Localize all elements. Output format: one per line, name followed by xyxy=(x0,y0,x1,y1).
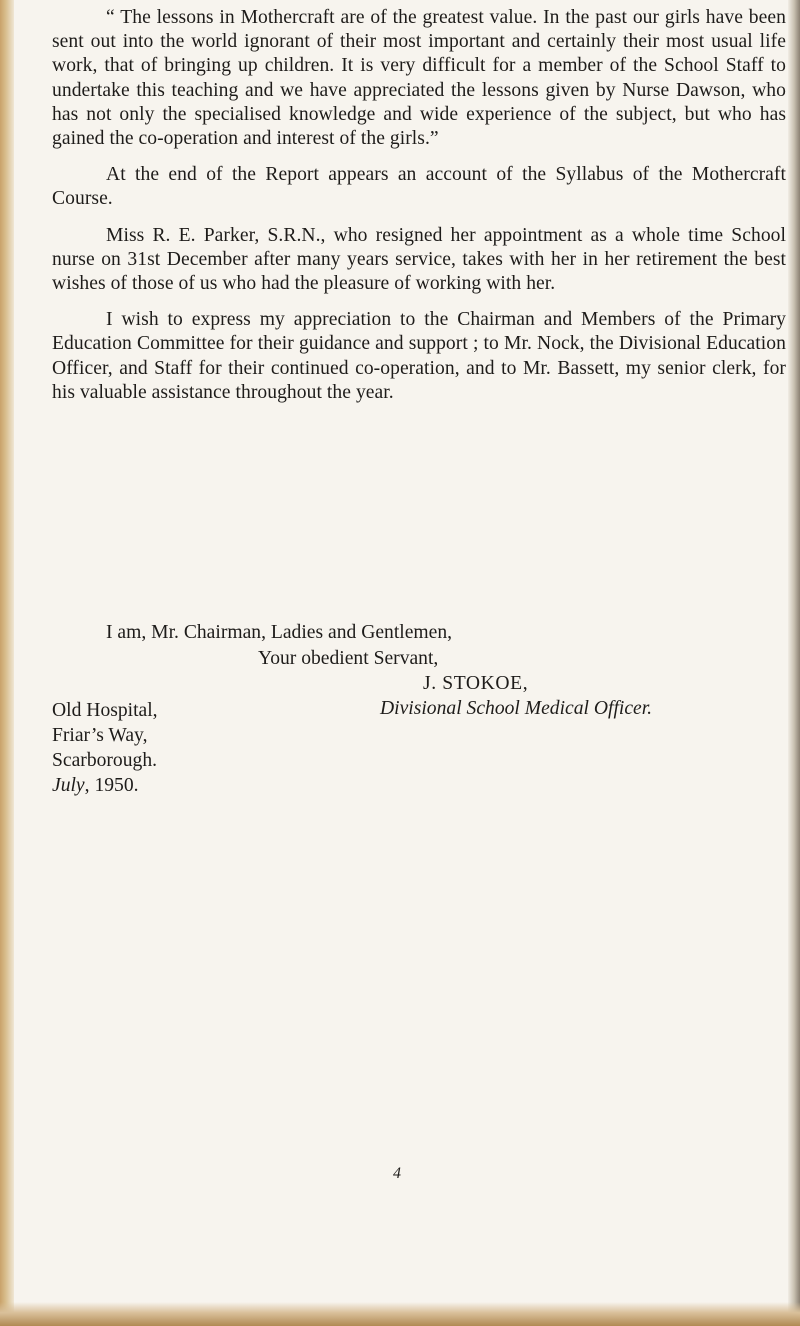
valediction: Your obedient Servant, xyxy=(258,648,439,669)
quote-paragraph: “ The lessons in Mothercraft are of the greatest value. In the past our girls have been sent out into the world ignorant of their most important and certainly their most usual life work, that of bringing up children. It is very difficult for a member of the School Staff to undertake this teaching and we have appreciated the lessons given by Nurse Dawson, who has not only the specialised knowledge and wide experience of the subject, but who has gained the co-operation and interest of the girls.” xyxy=(52,7,786,150)
signature-title: Divisional School Medical Officer. xyxy=(380,698,653,719)
page-number: 4 xyxy=(393,1165,401,1182)
address-line-2: Friar’s Way, xyxy=(52,725,148,746)
address-line-1: Old Hospital, xyxy=(52,700,158,721)
signature-name: J. STOKOE, xyxy=(423,673,529,694)
page-left-edge xyxy=(0,0,14,1326)
date-year: , 1950. xyxy=(84,775,139,796)
page-bottom-edge xyxy=(0,1302,800,1326)
address-line-3: Scarborough. xyxy=(52,750,158,771)
body-text xyxy=(52,6,786,417)
parker-paragraph: Miss R. E. Parker, S.R.N., who resigned her appointment as a whole time School nurse on 31st December after many years service, takes with her in her retirement the best wishes of those of us who had the pleasure of working with her. xyxy=(52,224,786,295)
page-right-edge xyxy=(788,0,800,1326)
address-block xyxy=(52,698,158,798)
syllabus-paragraph: At the end of the Report appears an account of the Syllabus of the Mothercraft Course. xyxy=(52,164,786,210)
closing-salutation: I am, Mr. Chairman, Ladies and Gentlemen, xyxy=(106,622,453,643)
date-month: July xyxy=(52,775,85,796)
appreciation-paragraph: I wish to express my appreciation to the Chairman and Members of the Primary Education Committee for their guidance and support ; to Mr. Nock, the Divisional Education Officer, and Staff for their continued co-operation, and to Mr. Bassett, my senior clerk, for his valuable assistance throughout the year. xyxy=(52,309,786,403)
address-date xyxy=(52,773,158,798)
